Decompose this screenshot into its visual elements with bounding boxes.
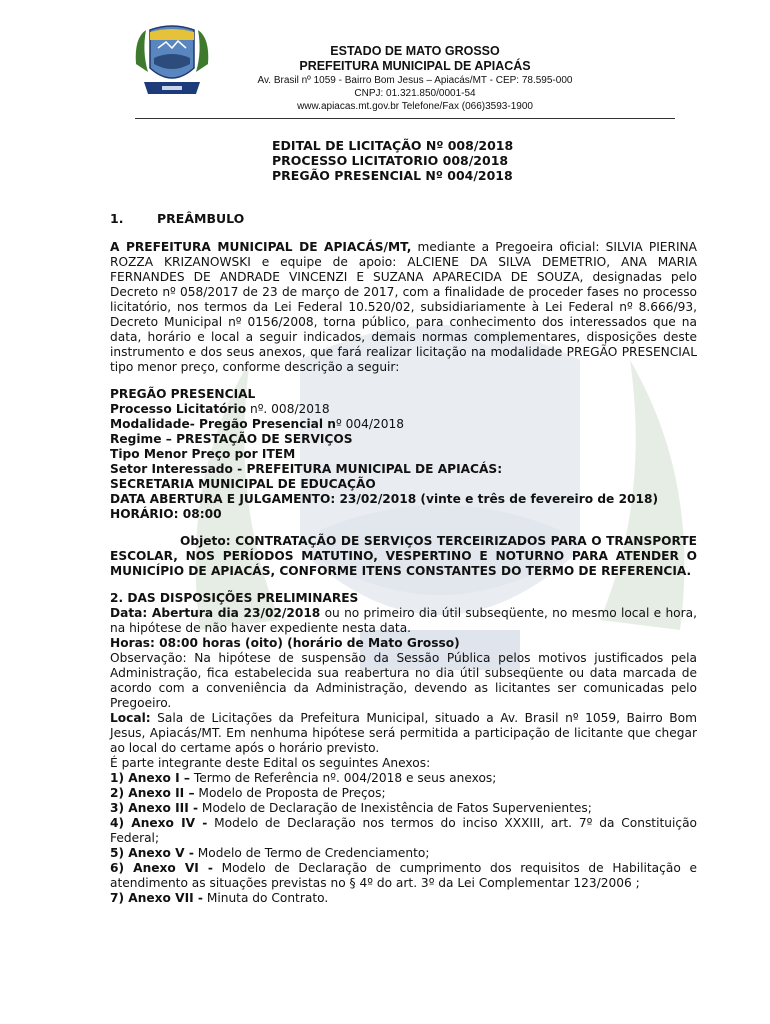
- cnpj: CNPJ: 01.321.850/0001-54: [354, 88, 476, 99]
- objeto-paragraph: Objeto: CONTRATAÇÃO DE SERVIÇOS TERCEIRIZADOS PARA O TRANSPORTE ESCOLAR, NOS PERÍODOS MATUTINO, VESPERTINO E NOTURNO PARA ATENDER O MUNICÍPIO DE APIACÁS, CONFORME ITENS CONSTANTES DO TERMO DE REFERENCIA.: [110, 534, 697, 578]
- anexo-label: 5) Anexo V -: [110, 846, 194, 860]
- contact-info: www.apiacas.mt.gov.br Telefone/Fax (066)3593-1900: [297, 101, 533, 112]
- info-block: [110, 387, 697, 522]
- info-modalidade-label: Modalidade- Pregão Presencial n: [110, 417, 336, 431]
- anexo-text: Modelo de Declaração de cumprimento dos requisitos de Habilitação e atendimento as situações previstas no § 4º do art. 3º da Lei Complementar 123/2006 ;: [110, 861, 697, 890]
- prefecture-name: PREFEITURA MUNICIPAL DE APIACÁS: [299, 59, 531, 73]
- list-item: [110, 846, 697, 861]
- document-title: [272, 138, 513, 183]
- preamble-lead: A PREFEITURA MUNICIPAL DE APIACÁS/MT,: [110, 240, 412, 254]
- section2-anexos-intro: É parte integrante deste Edital os seguintes Anexos:: [110, 756, 431, 770]
- anexo-text: Modelo de Declaração nos termos do inciso XXXIII, art. 7º da Constituição Federal;: [110, 816, 697, 845]
- header-divider: [135, 118, 675, 119]
- anexo-label: 4) Anexo IV -: [110, 816, 208, 830]
- address: Av. Brasil nº 1059 - Bairro Bom Jesus – Apiacás/MT - CEP: 78.595-000: [257, 75, 573, 86]
- anexo-label: 6) Anexo VI -: [110, 861, 213, 875]
- info-processo-value: nº. 008/2018: [246, 402, 330, 416]
- info-processo-label: Processo Licitatório: [110, 402, 247, 416]
- title-line-processo: PROCESSO LICITATORIO 008/2018: [272, 153, 509, 168]
- section1-number: 1.: [110, 211, 124, 226]
- anexo-text: Termo de Referência nº. 004/2018 e seus anexos;: [190, 771, 497, 785]
- preamble-text: mediante a Pregoeira oficial: SILVIA PIERINA ROZZA KRIZANOWSKI e equipe de apoio: ALCIENE DA SILVA DEMETRIO, ANA MARIA FERNANDES DE ANDRADE VINCENZI E SUZANA APARECIDA DE SOUZA, designadas pelo Decreto nº 058/2017 de 23 de março de 2017, com a finalidade de proceder fases no processo licitatório, nos termos da Lei Federal 10.520/02, subsidiariamente à Lei Federal nº 8.666/93, Decreto Municipal nº 0156/2008, torna público, para conhecimento dos interessados que na data, horário e local a seguir indicados, demais normas complementares, disposições deste instrumento e dos seus anexos, que fará realizar licitação na modalidade PREGÃO PRESENCIAL tipo menor preço, conforme descrição a seguir:: [110, 240, 698, 374]
- info-modalidade-value: º 004/2018: [335, 417, 404, 431]
- letterhead: [230, 44, 600, 113]
- info-regime: Regime – PRESTAÇÃO DE SERVIÇOS: [110, 432, 353, 446]
- list-item: [110, 786, 697, 801]
- document-body: [110, 240, 697, 906]
- anexo-text: Modelo de Declaração de Inexistência de Fatos Supervenientes;: [198, 801, 592, 815]
- info-setor: Setor Interessado - PREFEITURA MUNICIPAL DE APIACÁS:: [110, 462, 503, 476]
- info-tipo: Tipo Menor Preço por ITEM: [110, 447, 296, 461]
- title-line-pregao: PREGÃO PRESENCIAL Nº 004/2018: [272, 168, 513, 183]
- anexo-text: Minuta do Contrato.: [202, 891, 329, 905]
- section2-heading: 2. DAS DISPOSIÇÕES PRELIMINARES: [110, 591, 359, 605]
- list-item: [110, 771, 697, 786]
- anexo-text: Modelo de Termo de Credenciamento;: [193, 846, 430, 860]
- title-line-edital: EDITAL DE LICITAÇÃO Nº 008/2018: [272, 138, 514, 153]
- section2-observacao: Observação: Na hipótese de suspensão da Sessão Pública pelos motivos justificados pela Administração, fica estabelecida sua reabertura no dia útil subseqüente ou data marcada de acordo com a conveniência da Administração, devendo as licitantes ser comunicadas pelo Pregoeiro.: [110, 651, 697, 710]
- info-horario: HORÁRIO: 08:00: [110, 507, 222, 521]
- anexo-label: 2) Anexo II –: [110, 786, 195, 800]
- section2-horas: Horas: 08:00 horas (oito) (horário de Mato Grosso): [110, 636, 460, 650]
- info-secretaria: SECRETARIA MUNICIPAL DE EDUCAÇÃO: [110, 477, 376, 491]
- anexo-label: 7) Anexo VII -: [110, 891, 203, 905]
- section1-heading: [110, 211, 244, 226]
- info-data-abertura: DATA ABERTURA E JULGAMENTO: 23/02/2018 (vinte e três de fevereiro de 2018): [110, 492, 659, 506]
- anexo-label: 1) Anexo I –: [110, 771, 191, 785]
- section2-data-label: Data: Abertura dia 23/02/2018: [110, 606, 321, 620]
- section2-local-label: Local:: [110, 711, 151, 725]
- list-item: [110, 891, 697, 906]
- state-name: ESTADO DE MATO GROSSO: [330, 44, 500, 58]
- list-item: [110, 816, 697, 846]
- section2-local-text: Sala de Licitações da Prefeitura Municipal, situado a Av. Brasil nº 1059, Bairro Bom Jesus, Apiacás/MT. Em nenhuma hipótese será permitida a participação de licitante que chegar ao local do certame após o horário previsto.: [110, 711, 697, 755]
- preamble-paragraph: [110, 240, 697, 375]
- info-pregao: PREGÃO PRESENCIAL: [110, 387, 256, 401]
- anexo-label: 3) Anexo III -: [110, 801, 199, 815]
- list-item: [110, 801, 697, 816]
- anexos-list: [110, 771, 697, 906]
- anexo-text: Modelo de Proposta de Preços;: [194, 786, 386, 800]
- section2-data-text: ou no primeiro dia útil subseqüente, no mesmo local e hora, na hipótese de não haver expediente nesta data.: [110, 606, 697, 635]
- section1-title: PREÂMBULO: [157, 211, 245, 226]
- municipal-crest-logo: [132, 24, 212, 100]
- list-item: [110, 861, 697, 891]
